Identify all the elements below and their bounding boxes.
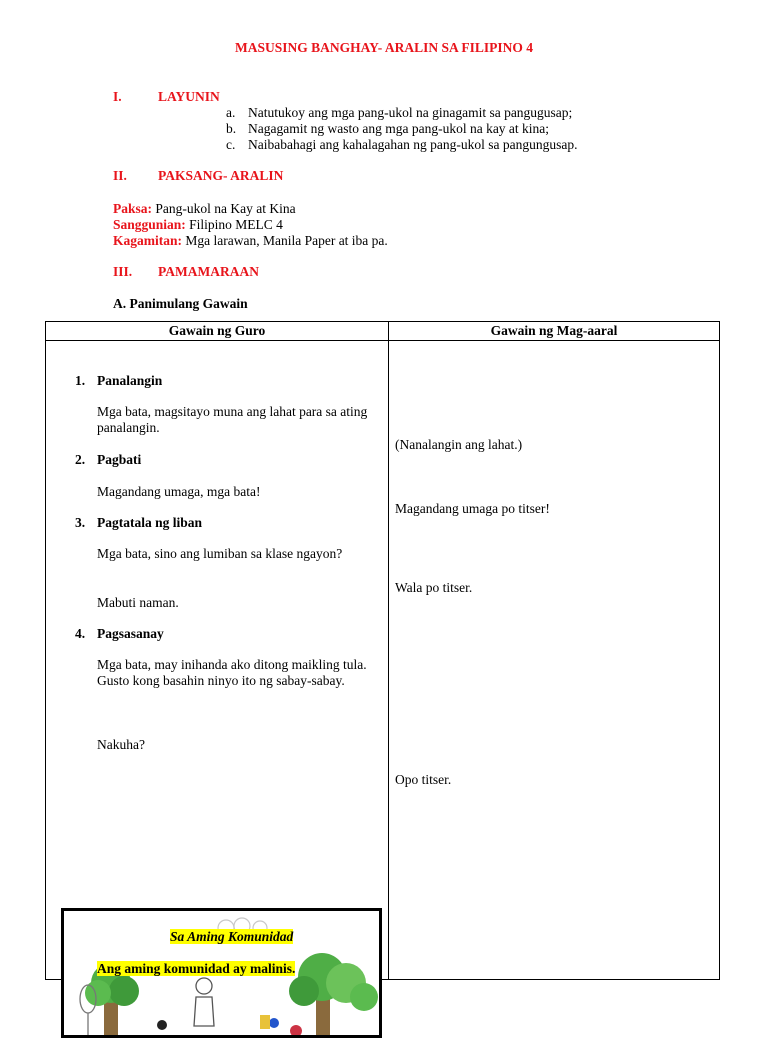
objective-text: Natutukoy ang mga pang-ukol na ginagamit sa pangugusap; [248,105,573,120]
teacher-line: Mga bata, magsitayo muna ang lahat para sa ating panalangin. [97,404,368,435]
section-heading-pamamaraan: PAMAMARAAN [158,264,259,279]
kagamitan-label: Kagamitan: [113,233,182,248]
step-title: Panalangin [97,373,163,388]
section-heading-paksang-aralin: PAKSANG- ARALIN [158,168,284,183]
column-divider [388,322,389,979]
step-title: Pagtatala ng liban [97,515,203,530]
section-number: II. [113,168,127,183]
sanggunian-value: Filipino MELC 4 [189,217,283,232]
step-number: 3. [75,515,86,530]
student-line: Opo titser. [395,772,452,787]
objective-text: Nagagamit ng wasto ang mga pang-ukol na kay at kina; [248,121,550,136]
section-heading-layunin: LAYUNIN [158,89,220,104]
activity-table [45,321,720,980]
paksa-line [113,201,296,217]
objective-letter: a. [226,105,236,120]
kagamitan-value: Mga larawan, Manila Paper at iba pa. [185,233,388,248]
column-header-teacher: Gawain ng Guro [168,323,266,338]
step-title: Pagsasanay [97,626,164,641]
section-number: I. [113,89,122,104]
step-number: 1. [75,373,86,388]
paksa-value: Pang-ukol na Kay at Kina [155,201,296,216]
header-divider [46,340,719,341]
step-number: 2. [75,452,86,467]
step-title: Pagbati [97,452,142,467]
subsection-heading: A. Panimulang Gawain [113,296,248,311]
poem-title: Sa Aming Komunidad [170,929,294,944]
section-number: III. [113,264,133,279]
student-line: Wala po titser. [395,580,473,595]
objective-letter: c. [226,137,236,152]
document-title: MASUSING BANGHAY- ARALIN SA FILIPINO 4 [235,40,533,55]
column-header-student: Gawain ng Mag-aaral [490,323,618,338]
sanggunian-line [113,217,283,233]
teacher-line: Mga bata, sino ang lumiban sa klase ngayon? [97,546,343,561]
student-line: (Nanalangin ang lahat.) [395,437,523,452]
step-number: 4. [75,626,86,641]
objective-letter: b. [226,121,237,136]
teacher-line: Mga bata, may inihanda ako ditong maikling tula. Gusto kong basahin ninyo ito ng sabay-sabay. [97,657,367,688]
paksa-label: Paksa: [113,201,153,216]
teacher-line: Mabuti naman. [97,595,179,610]
teacher-line: Magandang umaga, mga bata! [97,484,261,499]
poem-line: Ang aming komunidad ay malinis. [97,961,296,976]
sanggunian-label: Sanggunian: [113,217,186,232]
kagamitan-line [113,233,388,249]
student-line: Magandang umaga po titser! [395,501,550,516]
objective-text: Naibabahagi ang kahalagahan ng pang-ukol sa pangungusap. [248,137,578,152]
teacher-line: Nakuha? [97,737,145,752]
poem-picture [61,908,382,1038]
